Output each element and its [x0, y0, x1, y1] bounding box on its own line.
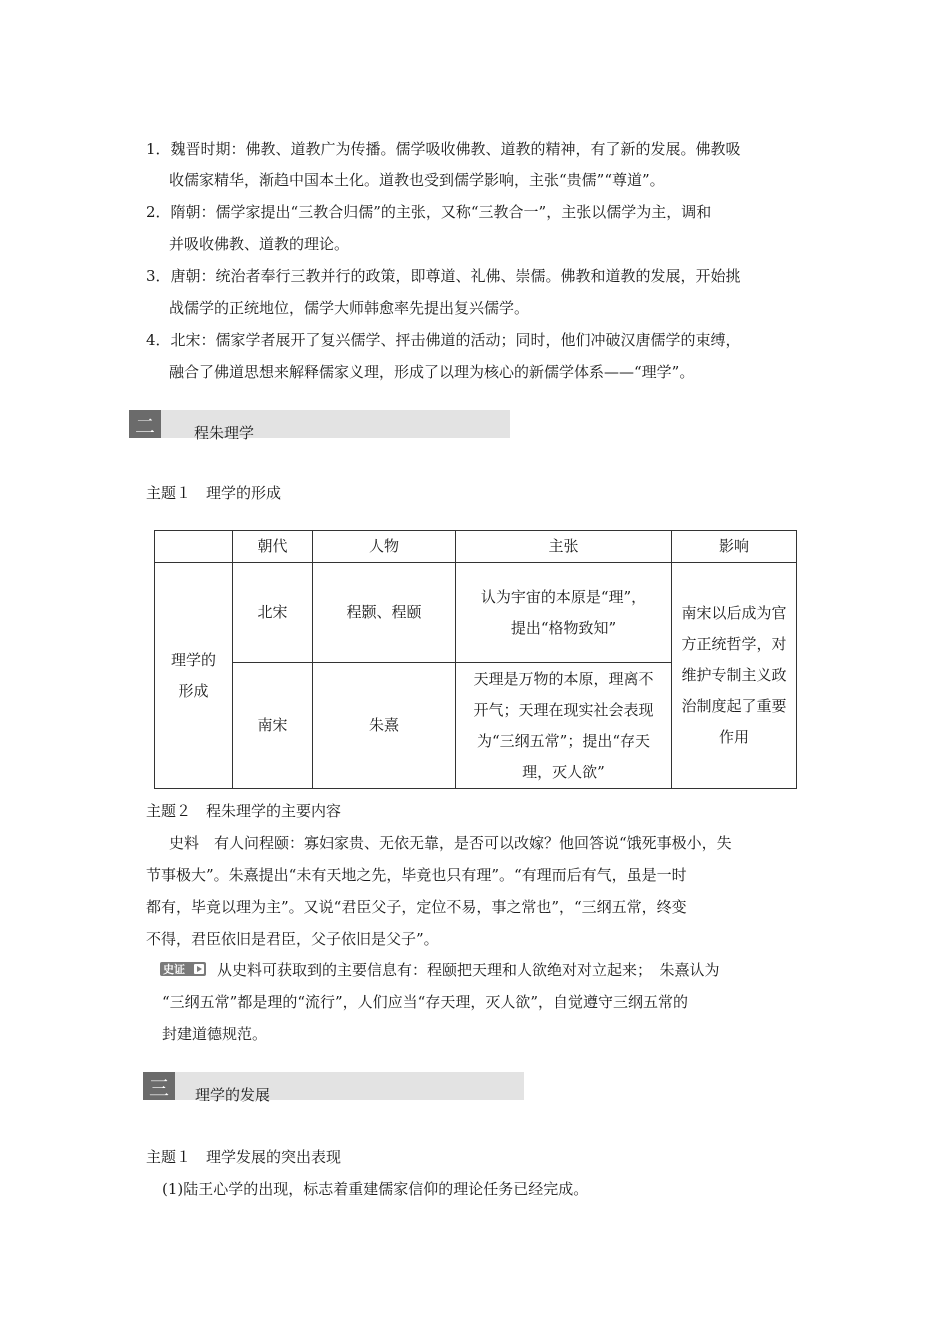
evidence-line-3: 封建道德规范。: [162, 1025, 268, 1043]
list-item-3-line-2: 战儒学的正统地位，儒学大师韩愈率先提出复兴儒学。: [169, 299, 530, 317]
people-cell: 程颢、程颐: [313, 563, 456, 663]
source-line-3: 都有，毕竟以理为主”。又说“君臣父子，定位不易，事之常也”，“三纲五常，终变: [146, 898, 687, 916]
theme-heading-2: 主题２ 程朱理学的主要内容: [146, 802, 342, 820]
list-item-1-line-2: 收儒家精华，渐趋中国本土化。道教也受到儒学影响，主张“贵儒”“尊道”。: [169, 171, 665, 189]
list-item-2-line-1: 2．隋朝：儒学家提出“三教合归儒”的主张，又称“三教合一”，主张以儒学为主，调和: [146, 203, 712, 221]
impact-cell: 南宋以后成为官方正统哲学，对维护专制主义政治制度起了重要作用: [672, 563, 797, 789]
point-1: (1)陆王心学的出现，标志着重建儒家信仰的理论任务已经完成。: [162, 1180, 589, 1198]
list-item-4-line-2: 融合了佛道思想来解释儒家义理，形成了以理为核心的新儒学体系——“理学”。: [169, 363, 695, 381]
theme-heading-3: 主题１ 理学发展的突出表现: [146, 1148, 342, 1166]
evidence-badge-label: 史证: [163, 963, 185, 976]
evidence-badge: [160, 962, 206, 976]
evidence-line-2: “三纲五常”都是理的“流行”，人们应当“存天理，灭人欲”，自觉遵守三纲五常的: [162, 993, 689, 1011]
section-title: 程朱理学: [194, 424, 255, 442]
section-title: 理学的发展: [195, 1086, 271, 1104]
claim-cell: 认为宇宙的本原是“理”，提出“格物致知”: [456, 563, 672, 663]
list-item-3-line-1: 3．唐朝：统治者奉行三教并行的政策，即尊道、礼佛、崇儒。佛教和道教的发展，开始挑: [146, 267, 741, 285]
table-header-cell: 朝代: [233, 531, 313, 563]
section-number: 二: [129, 410, 161, 438]
table-header-cell: 影响: [672, 531, 797, 563]
source-line-2: 节事极大”。朱熹提出“未有天地之先，毕竟也只有理”。“有理而后有气，虽是一时: [146, 866, 687, 884]
section-header-2: [129, 410, 510, 442]
row-label-cell: 理学的形成: [155, 563, 233, 789]
list-item-2-line-2: 并吸收佛教、道教的理论。: [169, 235, 350, 253]
dynasty-cell: 北宋: [233, 563, 313, 663]
lixue-formation-table: [154, 530, 797, 789]
list-item-1-line-1: 1．魏晋时期：佛教、道教广为传播。儒学吸收佛教、道教的精神，有了新的发展。佛教吸: [146, 140, 741, 158]
table-header-cell: [155, 531, 233, 563]
people-cell: 朱熹: [313, 663, 456, 789]
theme-heading-1: 主题１ 理学的形成: [146, 484, 282, 502]
dynasty-cell: 南宋: [233, 663, 313, 789]
table-row: [155, 563, 797, 663]
table-header-cell: 主张: [456, 531, 672, 563]
source-line-1: 史料 有人问程颐：寡妇家贵、无依无靠，是否可以改嫁？他回答说“饿死事极小，失: [169, 834, 732, 852]
section-number: 三: [143, 1072, 175, 1100]
list-item-4-line-1: 4．北宋：儒家学者展开了复兴儒学、抨击佛道的活动；同时，他们冲破汉唐儒学的束缚，: [146, 331, 741, 349]
section-header-3: [143, 1072, 524, 1104]
source-line-4: 不得，君臣依旧是君臣，父子依旧是父子”。: [146, 930, 439, 948]
arrow-right-icon: [194, 964, 204, 974]
evidence-line-1: 从史料可获取到的主要信息有：程颐把天理和人欲绝对对立起来； 朱熹认为: [217, 961, 720, 979]
claim-cell: 天理是万物的本原，理离不开气；天理在现实社会表现为“三纲五常”；提出“存天理，灭人欲”: [456, 663, 672, 789]
table-header-cell: 人物: [313, 531, 456, 563]
table-header-row: [155, 531, 797, 563]
